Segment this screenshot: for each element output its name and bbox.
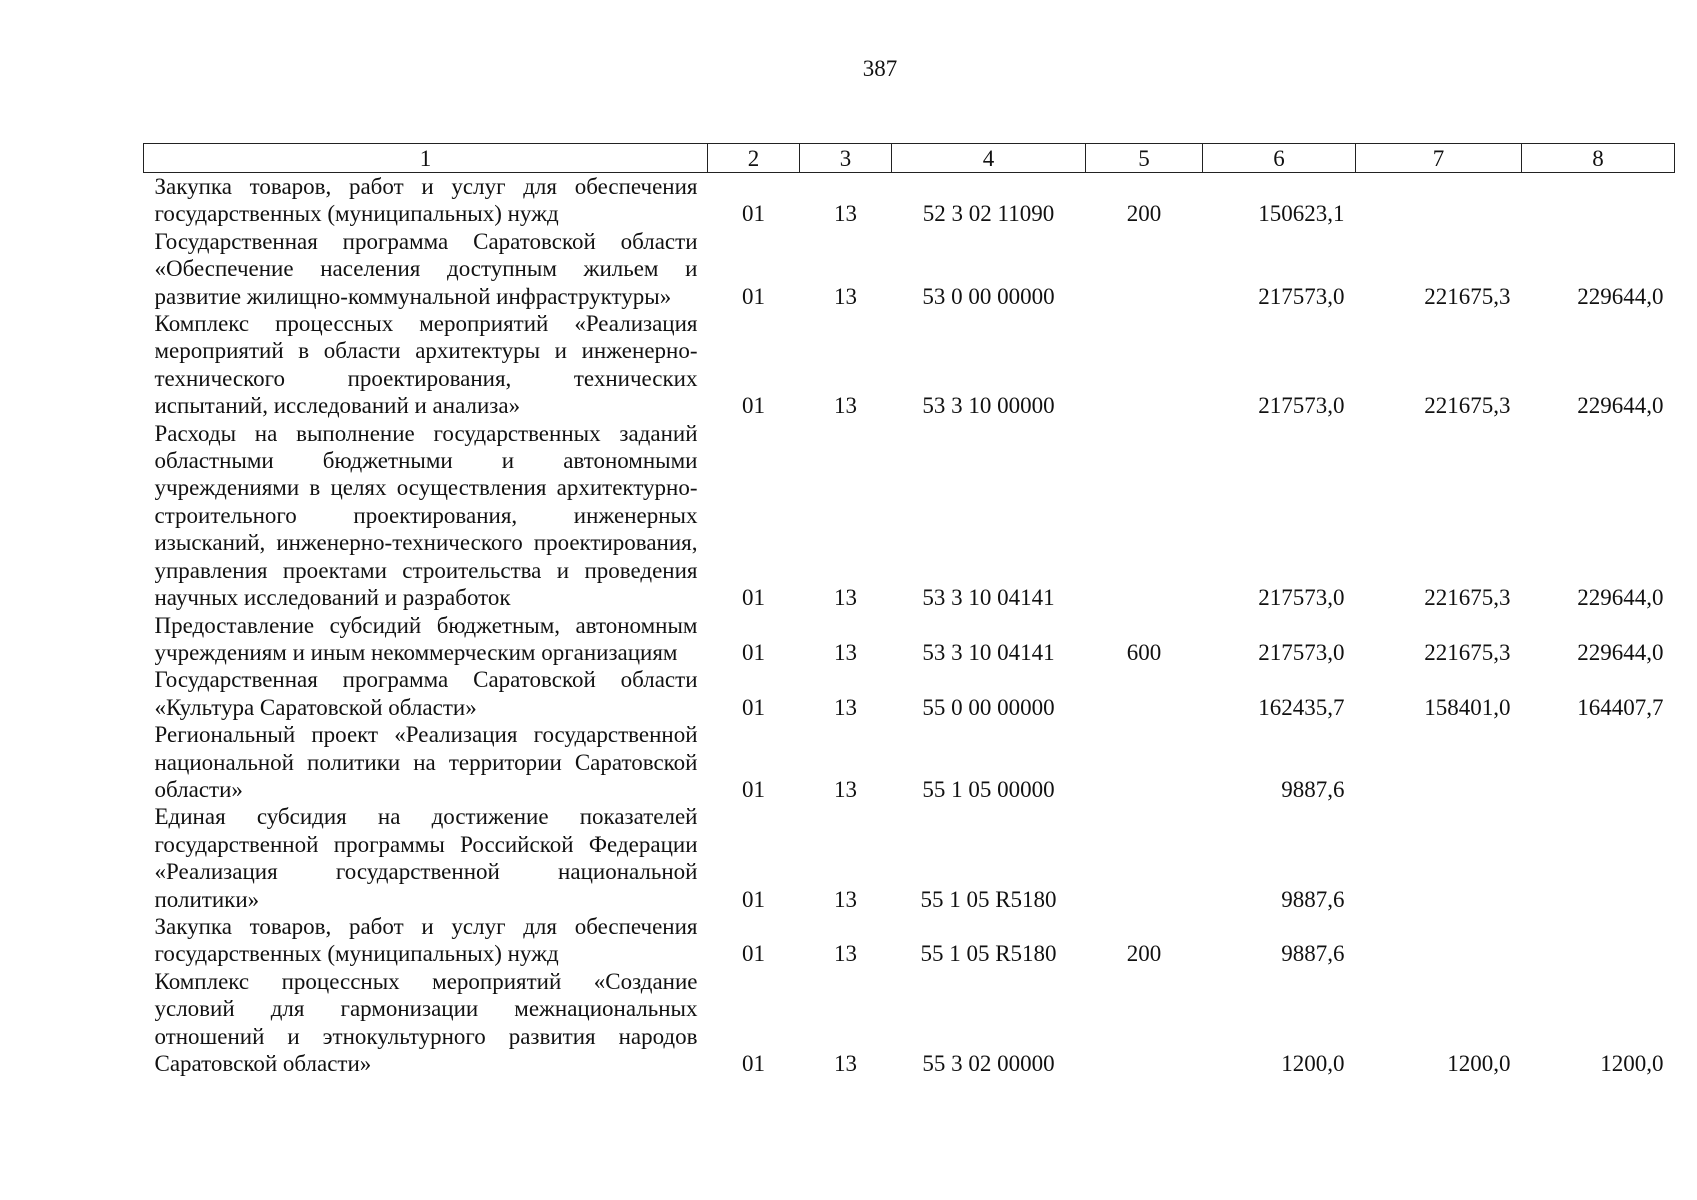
item-name: Единая субсидия на достижение показателей государственной программы Российской Федерации «Реализация государственной национальной политики» xyxy=(154,804,698,912)
amount-year-1: 217573,0 xyxy=(1258,393,1345,419)
table-row xyxy=(144,803,1675,913)
table-header-row xyxy=(144,144,1675,173)
expense-type-code: 200 xyxy=(1126,201,1162,227)
expense-type-code: 600 xyxy=(1126,639,1162,665)
amount-year-1: 150623,1 xyxy=(1258,201,1345,227)
item-name: Региональный проект «Реализация государственной национальной политики на территории Саратовской области» xyxy=(154,722,698,802)
amount-year-2 xyxy=(1356,803,1522,913)
amount-year-2: 1200,0 xyxy=(1447,1051,1511,1076)
amount-year-1: 9887,6 xyxy=(1281,886,1345,912)
target-article-code: 55 0 00 00000 xyxy=(922,694,1055,720)
section-code: 01 xyxy=(742,585,765,611)
subsection-code: 13 xyxy=(834,694,857,720)
expense-type-code xyxy=(1086,420,1203,612)
subsection-code: 13 xyxy=(834,393,857,419)
table-row xyxy=(144,721,1675,803)
amount-year-3: 229644,0 xyxy=(1577,639,1664,665)
expense-type-code xyxy=(1086,666,1203,721)
amount-year-2 xyxy=(1356,173,1522,228)
expense-type-code xyxy=(1086,310,1203,420)
amount-year-2: 221675,3 xyxy=(1424,639,1511,665)
section-code: 01 xyxy=(742,886,765,912)
amount-year-3: 229644,0 xyxy=(1577,393,1664,419)
item-name: Комплекс процессных мероприятий «Создание условий для гармонизации межнациональных отношений и этнокультурного развития народов Саратовской области» xyxy=(154,968,698,1076)
expense-type-code: 200 xyxy=(1126,941,1162,967)
page-number: 387 xyxy=(862,56,898,81)
amount-year-2 xyxy=(1356,721,1522,803)
column-header: 7 xyxy=(1356,144,1522,173)
target-article-code: 52 3 02 11090 xyxy=(922,201,1055,227)
amount-year-3 xyxy=(1522,803,1675,913)
table-row xyxy=(144,228,1675,310)
amount-year-3 xyxy=(1522,173,1675,228)
target-article-code: 53 0 00 00000 xyxy=(922,283,1055,309)
column-header: 2 xyxy=(708,144,800,173)
item-name: Государственная программа Саратовской области «Культура Саратовской области» xyxy=(154,667,698,720)
subsection-code: 13 xyxy=(834,585,857,611)
expense-type-code xyxy=(1086,803,1203,913)
amount-year-3: 229644,0 xyxy=(1577,283,1664,309)
section-code: 01 xyxy=(742,694,765,720)
section-code: 01 xyxy=(742,941,765,967)
amount-year-3: 164407,7 xyxy=(1577,694,1664,720)
item-name: Государственная программа Саратовской области «Обеспечение населения доступным жильем и развитие жилищно-коммунальной инфраструктуры» xyxy=(154,228,698,309)
subsection-code: 13 xyxy=(834,1051,857,1076)
amount-year-1: 217573,0 xyxy=(1258,639,1345,665)
amount-year-1: 162435,7 xyxy=(1258,694,1345,720)
table-row xyxy=(144,968,1675,1078)
subsection-code: 13 xyxy=(834,941,857,967)
amount-year-1: 217573,0 xyxy=(1258,283,1345,309)
amount-year-3: 1200,0 xyxy=(1600,1051,1664,1076)
target-article-code: 53 3 10 04141 xyxy=(922,585,1055,611)
amount-year-2: 221675,3 xyxy=(1424,393,1511,419)
item-name: Закупка товаров, работ и услуг для обеспечения государственных (муниципальных) нужд xyxy=(154,913,698,967)
section-code: 01 xyxy=(742,639,765,665)
amount-year-1: 217573,0 xyxy=(1258,585,1345,611)
table-body xyxy=(144,173,1675,1078)
target-article-code: 53 3 10 00000 xyxy=(922,393,1055,419)
expense-type-code xyxy=(1086,721,1203,803)
table-row xyxy=(144,173,1675,228)
table-row xyxy=(144,913,1675,968)
target-article-code: 55 1 05 R5180 xyxy=(920,941,1057,967)
expense-type-code xyxy=(1086,968,1203,1078)
column-header: 1 xyxy=(144,144,708,173)
amount-year-3 xyxy=(1522,913,1675,968)
column-header: 3 xyxy=(800,144,892,173)
item-name: Закупка товаров, работ и услуг для обеспечения государственных (муниципальных) нужд xyxy=(154,174,698,227)
column-header: 6 xyxy=(1203,144,1356,173)
amount-year-1: 1200,0 xyxy=(1281,1051,1345,1076)
item-name: Предоставление субсидий бюджетным, автономным учреждениям и иным некоммерческим организациям xyxy=(154,612,698,665)
section-code: 01 xyxy=(742,1051,765,1076)
table-row xyxy=(144,666,1675,721)
table-row xyxy=(144,612,1675,667)
expense-type-code xyxy=(1086,228,1203,310)
amount-year-2 xyxy=(1356,913,1522,968)
budget-table xyxy=(143,143,1675,1077)
amount-year-3 xyxy=(1522,721,1675,803)
subsection-code: 13 xyxy=(834,283,857,309)
section-code: 01 xyxy=(742,283,765,309)
target-article-code: 55 1 05 00000 xyxy=(922,776,1055,802)
amount-year-2: 158401,0 xyxy=(1424,694,1511,720)
subsection-code: 13 xyxy=(834,776,857,802)
amount-year-1: 9887,6 xyxy=(1281,776,1345,802)
subsection-code: 13 xyxy=(834,639,857,665)
amount-year-2: 221675,3 xyxy=(1424,585,1511,611)
target-article-code: 55 1 05 R5180 xyxy=(920,886,1057,912)
item-name: Расходы на выполнение государственных заданий областными бюджетными и автономными учреждениями в целях осуществления архитектурно-строительного проектирования, инженерных изысканий, инженерно-технического проектирования, управления проектами строительства и проведения научных исследований и разработок xyxy=(154,420,698,611)
amount-year-2: 221675,3 xyxy=(1424,283,1511,309)
subsection-code: 13 xyxy=(834,201,857,227)
column-header: 4 xyxy=(892,144,1086,173)
amount-year-3: 229644,0 xyxy=(1577,585,1664,611)
amount-year-1: 9887,6 xyxy=(1281,941,1345,967)
subsection-code: 13 xyxy=(834,886,857,912)
table-row xyxy=(144,310,1675,420)
table-row xyxy=(144,420,1675,612)
section-code: 01 xyxy=(742,393,765,419)
column-header: 5 xyxy=(1086,144,1203,173)
column-header: 8 xyxy=(1522,144,1675,173)
item-name: Комплекс процессных мероприятий «Реализация мероприятий в области архитектуры и инженерно-технического проектирования, технических испытаний, исследований и анализа» xyxy=(154,311,698,419)
target-article-code: 53 3 10 04141 xyxy=(922,639,1055,665)
section-code: 01 xyxy=(742,201,765,227)
section-code: 01 xyxy=(742,776,765,802)
target-article-code: 55 3 02 00000 xyxy=(922,1051,1055,1076)
